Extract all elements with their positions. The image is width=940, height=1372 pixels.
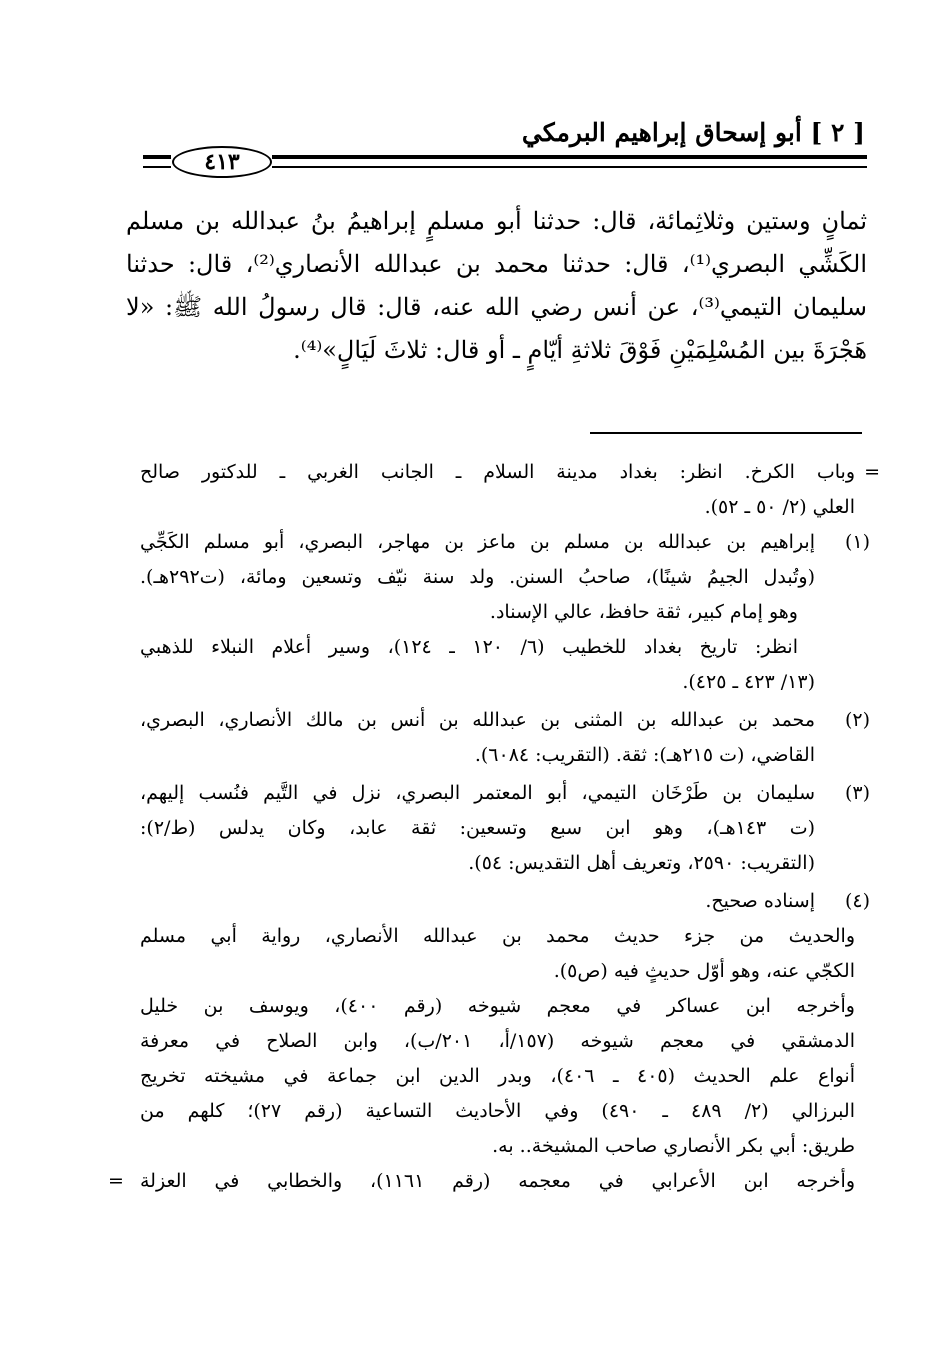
footnote-text: (وتُبدل الجيمُ شينًا)، صاحبُ السنن. ولد سنة نيّف وتسعين ومائة، (ت٢٩٢هـ).	[140, 566, 815, 588]
footnote-line	[126, 665, 870, 700]
footnote-text: الكجّي عنه، وهو أوّل حديثٍ فيه (ص٥).	[553, 960, 855, 982]
footnote-text: العلي (٢/ ٥٠ ـ ٥٢).	[704, 496, 855, 518]
footnote-number: (٤)	[844, 890, 870, 912]
continuation-marker: =	[864, 461, 880, 483]
footnote-text: وباب الكرخ. انظر: بغداد مدينة السلام ـ الجانب الغربي ـ للدكتور صالح	[140, 461, 855, 483]
footnote-text: انظر: تاريخ بغداد للخطيب (٦/ ١٢٠ ـ ١٢٤)، وسير أعلام النبلاء للذهبي	[140, 636, 798, 658]
footnote-line	[126, 1094, 870, 1129]
footnote-text: الدمشقي في معجم شيوخه (١٥٧/أ، ٢٠١/ب)، وابن الصلاح في معرفة	[140, 1030, 855, 1052]
footnote-line	[126, 1059, 870, 1094]
footnote-line	[126, 595, 870, 630]
footnote-line	[126, 1129, 870, 1164]
footnote-line	[108, 1164, 870, 1199]
continuation-marker: =	[108, 1170, 124, 1192]
footnote-separator	[590, 432, 862, 434]
footnote-text: طريق: أبي بكر الأنصاري صاحب المشيخة.. به.	[492, 1135, 855, 1157]
footnote-line	[126, 525, 870, 560]
footnote-text: (ت ١٤٣هـ)، وهو ابن سبع وتسعين: ثقة عابد، وكان يدلس (ط/٢):	[140, 817, 816, 839]
footnote-number: (٣)	[844, 782, 870, 804]
main-line: هَجْرَةَ بين المُسْلِمَيْنِ فَوْقَ ثلاثةِ أيّامٍ ـ أو قال: ثلاثَ لَيَالٍ»⁽⁴⁾.	[293, 336, 867, 364]
footnote-line	[126, 884, 870, 919]
footnote-line	[126, 455, 880, 490]
footnote-text: والحديث من جزء حديث محمد بن عبدالله الأنصاري، رواية أبي مسلم	[140, 925, 855, 947]
footnote-text: إبراهيم بن عبدالله بن مسلم بن ماعز بن مهاجر، البصري، أبو مسلم الكَجِّي	[140, 531, 815, 553]
footnote-line	[126, 703, 870, 738]
footnote-text: القاضي، (ت ٢١٥هـ): ثقة. (التقريب: ٦٠٨٤).	[474, 744, 815, 766]
footnote-text: إسناده صحيح.	[705, 890, 815, 912]
main-line: ثمانٍ وستين وثلاثِمائة، قال: حدثنا أبو مسلمٍ إبراهيمُ بنُ عبدالله بن مسلم	[126, 207, 867, 235]
header-rule	[272, 155, 867, 168]
footnote-text: البرزالي (٢/ ٤٨٩ ـ ٤٩٠) وفي الأحاديث التساعية (رقم ٢٧)؛ كلهم من	[140, 1100, 855, 1122]
main-line: سليمان التيمي⁽³⁾، عن أنس رضي الله عنه، قال: قال رسولُ الله ﷺ: «لا	[126, 293, 867, 321]
footnote-line	[126, 1024, 870, 1059]
footnote-text: أنواع علم الحديث (٤٠٥ ـ ٤٠٦)، وبدر الدين ابن جماعة في مشيخته تخريج	[140, 1065, 855, 1087]
footnote-text: (التقريب: ٢٥٩٠، وتعريف أهل التقديس: ٥٤).	[468, 852, 815, 874]
footnote-text: وأخرجه ابن عساكر في معجم شيوخه (رقم ٤٠٠)، ويوسف بن خليل	[140, 995, 855, 1017]
footnote-line	[126, 846, 870, 881]
footnote-text: وأخرجه ابن الأعرابي في معجمه (رقم ١١٦١)، والخطابي في العزلة	[140, 1170, 855, 1192]
footnote-text: وهو إمام كبير، ثقة حافظ، عالي الإسناد.	[489, 601, 798, 623]
running-header-title: [ ٢ ] أبو إسحاق إبراهيم البرمكي	[521, 118, 865, 147]
footnote-line	[126, 811, 870, 846]
footnote-line	[126, 630, 870, 665]
footnote-text: سليمان بن طَرْخَان التيمي، أبو المعتمر البصري، نزل في التَّيم فنُسب إليهم،	[140, 782, 815, 804]
main-line: الكَشِّي البصري⁽¹⁾، قال: حدثنا محمد بن عبدالله الأنصاري⁽²⁾، قال: حدثنا	[126, 250, 868, 278]
page-number-text: ٤١٣	[204, 149, 240, 175]
footnote-text: محمد بن عبدالله بن المثنى بن عبدالله بن أنس بن مالك الأنصاري، البصري،	[140, 709, 815, 731]
footnote-line	[126, 919, 870, 954]
footnote-text: (١٣/ ٤٢٣ ـ ٤٢٥).	[682, 671, 815, 693]
footnote-number: (١)	[844, 531, 870, 553]
footnote-line	[126, 560, 870, 595]
footnotes	[108, 455, 880, 1199]
footnote-line	[126, 776, 870, 811]
header-rule-left	[143, 155, 171, 168]
main-text	[126, 200, 867, 372]
footnote-line	[126, 490, 870, 525]
footnote-line	[126, 954, 870, 989]
footnote-line	[126, 989, 870, 1024]
footnote-number: (٢)	[844, 709, 870, 731]
page-number	[172, 146, 272, 178]
footnote-line	[126, 738, 870, 773]
